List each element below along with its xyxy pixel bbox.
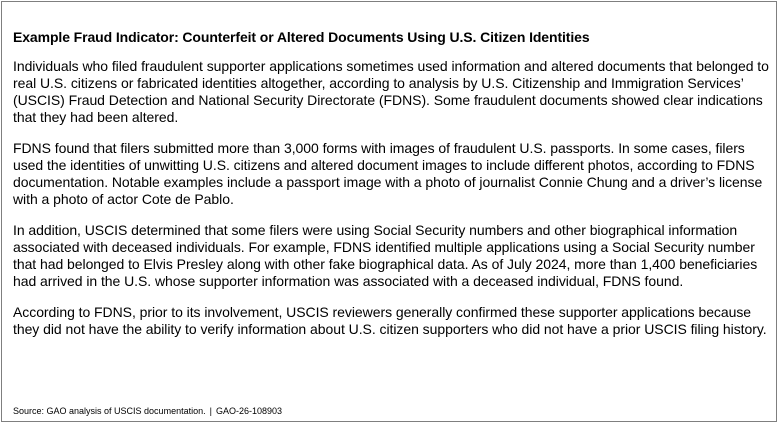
source-text: Source: GAO analysis of USCIS documentation. — [13, 406, 206, 416]
paragraph-3: In addition, USCIS determined that some filers were using Social Security numbers and other biographical information associated with deceased individuals. For example, FDNS identified multiple applications using a Social Security number that had belonged to Elvis Presley along with other fake biographical data. As of July 2024, more than 1,400 beneficiaries had arrived in the U.S. whose supporter information was associated with a deceased individual, FDNS found. — [13, 222, 758, 289]
source-note — [13, 406, 282, 417]
paragraph-2: FDNS found that filers submitted more than 3,000 forms with images of fraudulent U.S. passports. In some cases, filers used the identities of unwitting U.S. citizens and altered document images to include different photos, according to FDNS documentation. Notable examples include a passport image with a photo of journalist Connie Chung and a driver’s license with a photo of actor Cote de Pablo. — [13, 140, 763, 207]
text-box-content — [13, 29, 770, 338]
text-box — [1, 1, 777, 422]
source-separator: | — [209, 406, 212, 416]
paragraph-1: Individuals who filed fraudulent supporter applications sometimes used information and altered documents that belonged to real U.S. citizens or fabricated identities altogether, according to analysis by U.S. Citizenship and Immigration Services’ (USCIS) Fraud Detection and National Security Directorate (FDNS). Some fraudulent documents showed clear indications that they had been altered. — [13, 58, 769, 125]
paragraph-4: According to FDNS, prior to its involvement, USCIS reviewers generally confirmed these supporter applications because they did not have the ability to verify information about U.S. citizen supporters who did not have a prior USCIS filing history. — [13, 304, 767, 337]
report-id: GAO-26-108903 — [215, 406, 282, 416]
box-title: Example Fraud Indicator: Counterfeit or Altered Documents Using U.S. Citizen Identities — [13, 29, 590, 45]
